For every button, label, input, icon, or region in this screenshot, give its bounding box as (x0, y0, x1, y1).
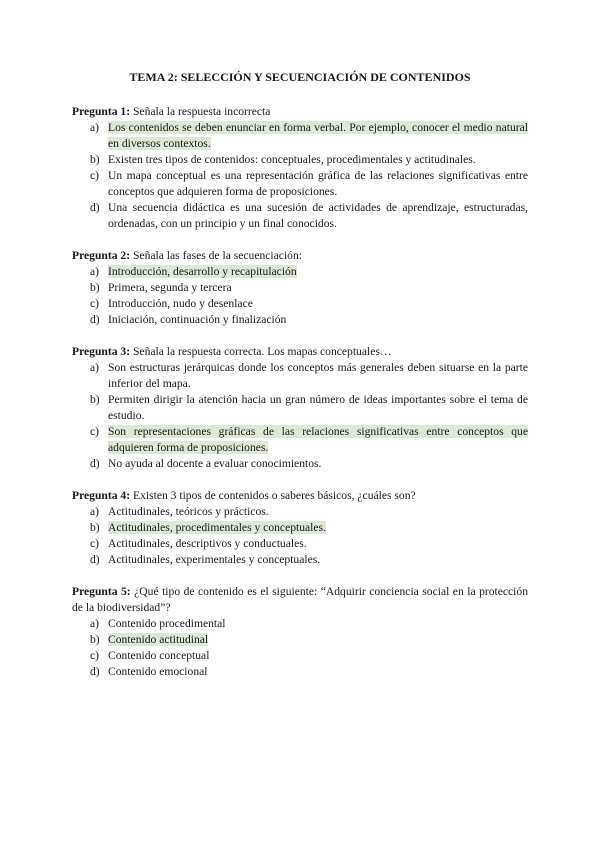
option-d (72, 200, 528, 232)
option-b (72, 280, 528, 296)
option-list (72, 120, 528, 232)
document-title: TEMA 2: SELECCIÓN Y SECUENCIACIÓN DE CONTENIDOS (129, 70, 471, 84)
option-text: Actitudinales, experimentales y conceptuales. (108, 553, 321, 566)
option-c (72, 296, 528, 312)
option-text: Son estructuras jerárquicas donde los conceptos más generales deben situarse en la parte inferior del mapa. (108, 361, 528, 390)
option-text: Un mapa conceptual es una representación gráfica de las relaciones significativas entre conceptos que adquieren forma de proposiciones. (108, 169, 528, 198)
option-text: Actitudinales, descriptivos y conductuales. (108, 537, 307, 550)
option-letter: a) (90, 121, 100, 134)
option-text: Introducción, desarrollo y recapitulación (108, 265, 297, 278)
question-text: Señala la respuesta correcta. Los mapas conceptuales… (132, 345, 392, 358)
option-letter: a) (90, 361, 100, 374)
option-letter: b) (90, 393, 100, 406)
option-letter: c) (90, 297, 100, 310)
option-c (72, 648, 528, 664)
option-letter: b) (90, 521, 100, 534)
option-text: Los contenidos se deben enunciar en forma verbal. Por ejemplo, conocer el medio natural en diversos contextos. (108, 121, 528, 150)
question-text: Señala la respuesta incorrecta (132, 105, 271, 118)
question-label: Pregunta 2: (72, 249, 131, 262)
option-c (72, 424, 528, 456)
option-text: Contenido procedimental (108, 617, 226, 630)
option-text: No ayuda al docente a evaluar conocimientos. (108, 457, 322, 470)
option-c (72, 168, 528, 200)
question-prompt (72, 104, 528, 120)
option-d (72, 312, 528, 328)
question-label: Pregunta 1: (72, 105, 131, 118)
option-a (72, 504, 528, 520)
option-text: Primera, segunda y tercera (108, 281, 232, 294)
option-text: Contenido emocional (108, 665, 208, 678)
option-text: Actitudinales, procedimentales y conceptuales. (108, 521, 326, 534)
option-a (72, 120, 528, 152)
option-letter: d) (90, 457, 100, 470)
option-list (72, 616, 528, 680)
option-a (72, 616, 528, 632)
question-prompt (72, 344, 528, 360)
option-letter: c) (90, 425, 100, 438)
option-letter: b) (90, 153, 100, 166)
option-b (72, 152, 528, 168)
question-1 (72, 104, 528, 232)
option-text: Introducción, nudo y desenlace (108, 297, 253, 310)
question-prompt (72, 248, 528, 264)
option-text: Permiten dirigir la atención hacia un gran número de ideas importantes sobre el tema de estudio. (108, 393, 528, 422)
question-4 (72, 488, 528, 568)
option-letter: a) (90, 617, 100, 630)
option-letter: a) (90, 265, 100, 278)
question-5 (72, 584, 528, 680)
option-list (72, 264, 528, 328)
option-letter: c) (90, 169, 100, 182)
option-text: Contenido conceptual (108, 649, 210, 662)
option-letter: a) (90, 505, 100, 518)
option-text: Iniciación, continuación y finalización (108, 313, 287, 326)
option-letter: d) (90, 665, 100, 678)
option-b (72, 632, 528, 648)
option-d (72, 664, 528, 680)
option-text: Contenido actitudinal (108, 633, 209, 646)
question-2 (72, 248, 528, 328)
option-letter: c) (90, 537, 100, 550)
option-text: Son representaciones gráficas de las relaciones significativas entre conceptos que adquieren forma de proposiciones. (108, 425, 528, 454)
option-text: Existen tres tipos de contenidos: conceptuales, procedimentales y actitudinales. (108, 153, 476, 166)
option-list (72, 360, 528, 472)
option-d (72, 456, 528, 472)
option-list (72, 504, 528, 568)
question-label: Pregunta 5: (72, 585, 131, 598)
option-b (72, 520, 528, 536)
option-text: Actitudinales, teóricos y prácticos. (108, 505, 269, 518)
question-label: Pregunta 4: (72, 489, 131, 502)
question-text: Existen 3 tipos de contenidos o saberes básicos, ¿cuáles son? (132, 489, 416, 502)
option-text: Una secuencia didáctica es una sucesión de actividades de aprendizaje, estructuradas, ordenadas, con un principio y un final conocidos. (108, 201, 528, 230)
option-letter: b) (90, 281, 100, 294)
question-label: Pregunta 3: (72, 345, 131, 358)
option-a (72, 360, 528, 392)
question-prompt (72, 584, 528, 616)
option-letter: c) (90, 649, 100, 662)
option-letter: d) (90, 201, 100, 214)
question-prompt (72, 488, 528, 504)
option-letter: b) (90, 633, 100, 646)
option-b (72, 392, 528, 424)
option-a (72, 264, 528, 280)
option-letter: d) (90, 553, 100, 566)
option-d (72, 552, 528, 568)
question-text: Señala las fases de la secuenciación: (132, 249, 302, 262)
question-text: ¿Qué tipo de contenido es el siguiente: “Adquirir conciencia social en la protección de la biodiversidad”? (72, 585, 528, 614)
question-3 (72, 344, 528, 472)
option-letter: d) (90, 313, 100, 326)
option-c (72, 536, 528, 552)
